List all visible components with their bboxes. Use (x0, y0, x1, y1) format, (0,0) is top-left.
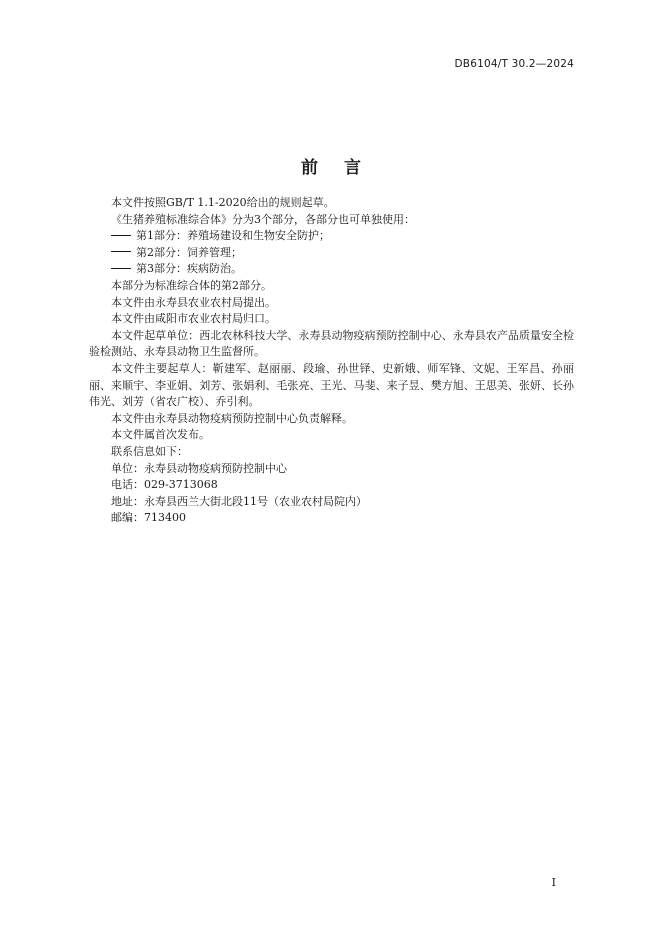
section-title: 前 言 (301, 158, 371, 178)
part-list-item (89, 228, 574, 245)
paragraph-drafting-units: 本文件起草单位：西北农林科技大学、永寿县动物疫病预防控制中心、永寿县农产品质量安全检验检测站、永寿县动物卫生监督所。 (89, 328, 574, 359)
part-label: 第1部分：养殖场建设和生物安全防护； (136, 229, 330, 243)
contact-postcode: 邮编：713400 (111, 511, 186, 525)
contact-address: 地址：永寿县西兰大街北段11号（农业农村局院内） (111, 494, 367, 508)
page-number: I (551, 876, 556, 889)
paragraph-part-note: 本部分为标准综合体的第2部分。 (111, 278, 272, 292)
contact-phone: 电话：029-3713068 (111, 478, 218, 492)
paragraph-structure-intro: 《生猪养殖标准综合体》分为3个部分，各部分也可单独使用： (111, 212, 415, 226)
paragraph-first-release: 本文件属首次发布。 (111, 428, 210, 442)
document-code: DB6104/T 30.2—2024 (454, 58, 574, 70)
part-label: 第3部分：疾病防治。 (136, 262, 242, 276)
paragraph-drafters: 本文件主要起草人：靳建军、赵丽丽、段瑜、孙世铎、史新娥、师军锋、文妮、王军昌、孙丽丽、来顺宇、李亚娟、刘芳、张娟利、毛张亮、王光、马斐、来子昱、樊方旭、王思美、张妍、长孙伟光、刘芳（省农广校）、乔引利。 (89, 361, 574, 409)
part-label: 第2部分：饲养管理； (136, 245, 242, 259)
paragraph-interpretation: 本文件由永寿县动物疫病预防控制中心负责解释。 (111, 411, 353, 425)
em-dash-mark (111, 268, 131, 269)
part-list-item (89, 261, 574, 278)
contact-unit: 单位：永寿县动物疫病预防控制中心 (111, 461, 287, 475)
paragraph-centralized-by: 本文件由咸阳市农业农村局归口。 (111, 312, 276, 326)
preface-body (89, 195, 574, 527)
paragraph-drafting-rules: 本文件按照GB/T 1.1-2020给出的规则起草。 (111, 196, 335, 209)
part-list-item (89, 245, 574, 262)
em-dash-mark (111, 251, 131, 252)
paragraph-contact-heading: 联系信息如下： (111, 444, 188, 458)
em-dash-mark (111, 235, 131, 236)
paragraph-proposed-by: 本文件由永寿县农业农村局提出。 (111, 295, 276, 309)
